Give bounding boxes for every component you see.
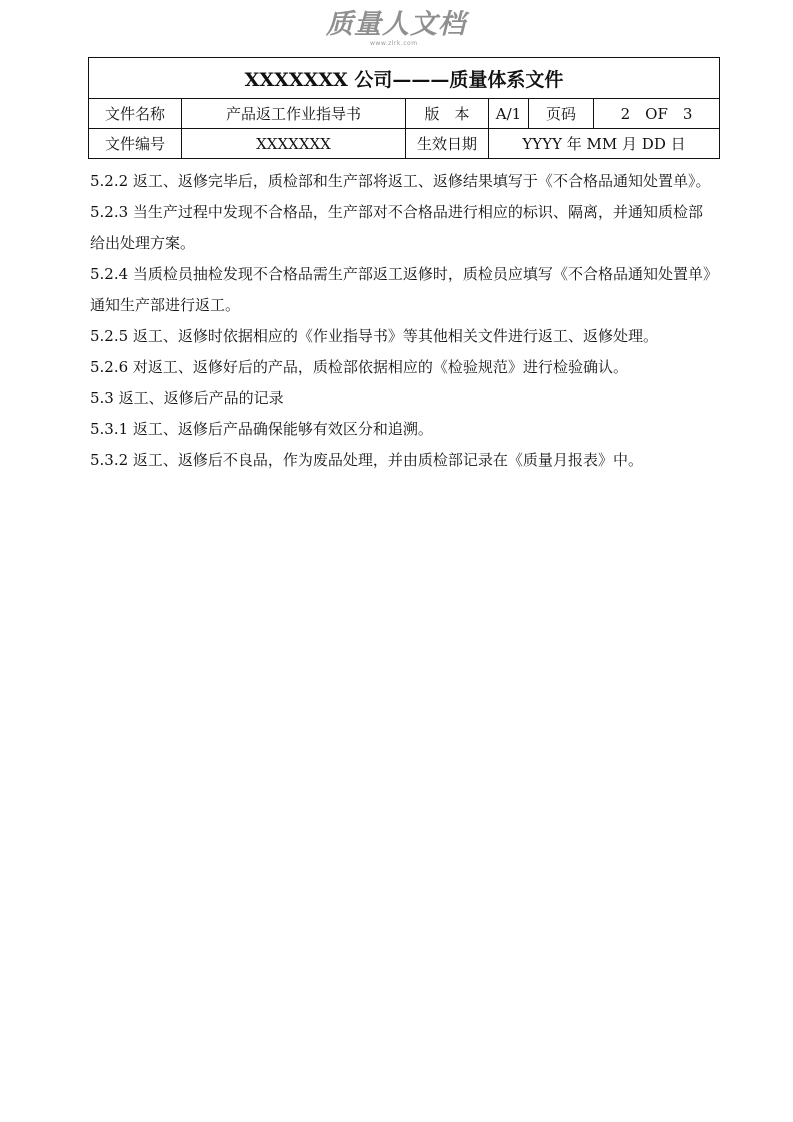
effective-date-value: YYYY 年 MM 月 DD 日 <box>489 129 720 159</box>
logo-url: www.zlrk.com <box>370 40 418 47</box>
paragraph-5-2-3: 5.2.3 当生产过程中发现不合格品，生产部对不合格品进行相应的标识、隔离，并通知质检部给出处理方案。 <box>90 203 703 252</box>
page-value: 2 OF 3 <box>594 99 720 129</box>
heading-5-3: 5.3 返工、返修后产品的记录 <box>90 389 284 407</box>
file-number-value: XXXXXXX <box>182 129 406 159</box>
version-value: A/1 <box>489 99 529 129</box>
file-name-label: 文件名称 <box>89 99 182 129</box>
version-label: 版 本 <box>406 99 489 129</box>
document-body <box>90 166 715 476</box>
logo-text-a: 质量 <box>326 9 382 40</box>
paragraph-5-3-1: 5.3.1 返工、返修后产品确保能够有效区分和追溯。 <box>90 420 433 438</box>
document-header-table <box>88 57 720 159</box>
document-title: XXXXXXX 公司———质量体系文件 <box>89 58 720 99</box>
paragraph-5-2-2: 5.2.2 返工、返修完毕后，质检部和生产部将返工、返修结果填写于《不合格品通知处置单》。 <box>90 172 711 190</box>
logo-text <box>326 10 466 40</box>
site-logo <box>326 10 466 50</box>
logo-text-b: 人文档 <box>382 9 466 40</box>
paragraph-5-2-4: 5.2.4 当质检员抽检发现不合格品需生产部返工返修时，质检员应填写《不合格品通知处置单》通知生产部进行返工。 <box>90 265 711 314</box>
file-number-label: 文件编号 <box>89 129 182 159</box>
paragraph-5-3-2: 5.3.2 返工、返修后不良品，作为废品处理，并由质检部记录在《质量月报表》中。 <box>90 451 643 469</box>
page-label: 页码 <box>529 99 594 129</box>
paragraph-5-2-6: 5.2.6 对返工、返修好后的产品，质检部依据相应的《检验规范》进行检验确认。 <box>90 358 628 376</box>
effective-date-label: 生效日期 <box>406 129 489 159</box>
file-name-value: 产品返工作业指导书 <box>182 99 406 129</box>
paragraph-5-2-5: 5.2.5 返工、返修时依据相应的《作业指导书》等其他相关文件进行返工、返修处理。 <box>90 327 658 345</box>
